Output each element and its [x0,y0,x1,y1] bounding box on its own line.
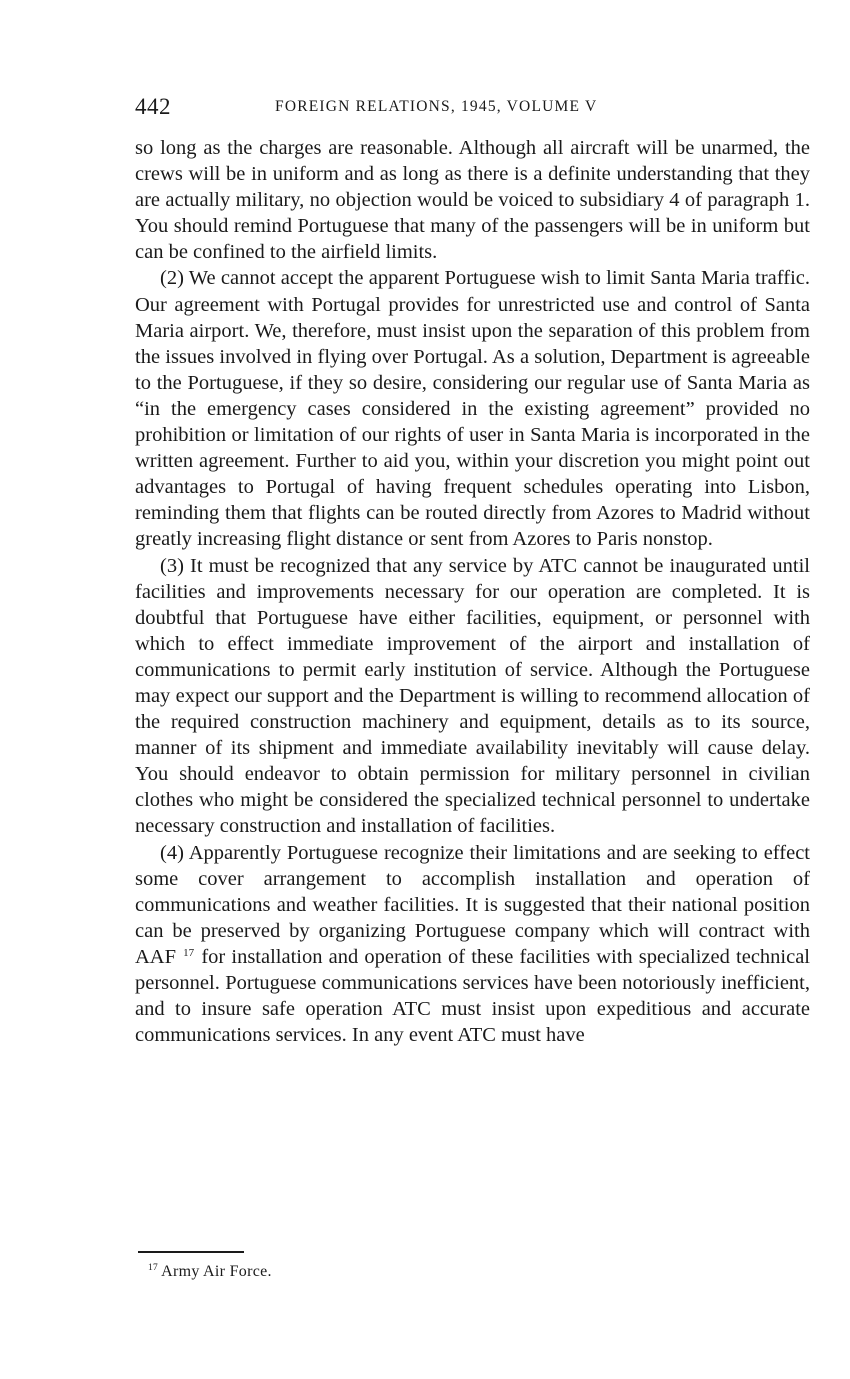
page-number: 442 [135,94,171,119]
footnote-text: Army Air Force. [161,1263,272,1280]
body-text [135,135,810,1048]
paragraph-3-atc-service: (3) It must be recognized that any service by ATC cannot be inaugurated until facilities and improvements necessary for our operation are completed. It is doubtful that Portuguese have either facilities, equipment, or personnel with which to effect immediate improvement of the airport and installation of communications to permit early institution of service. Although the Portuguese may expect our support and the Department is willing to recommend allocation of the required construction machinery and equipment, details as to its source, manner of its shipment and immediate availability inevitably will cause delay. You should endeavor to obtain permission for military personnel in civilian clothes who might be considered the specialized technical personnel to undertake necessary construction and installation of facilities. [135,554,810,838]
paragraph-2-santa-maria: (2) We cannot accept the apparent Portuguese wish to limit Santa Maria traffic. Our agreement with Portugal provides for unrestricted use and control of Santa Maria airport. We, therefore, must insist upon the separation of this problem from the issues involved in flying over Portugal. As a solution, Department is agreeable to the Portuguese, if they so desire, considering our regular use of Santa Maria as “in the emergency cases considered in the existing agreement” provided no prohibition or limitation of our rights of user in Santa Maria is incorporated in the written agreement. Further to aid you, within your discretion you might point out advantages to Portugal of having frequent schedules operating into Lisbon, reminding them that flights can be routed directly from Azores to Madrid without greatly increasing flight distance or sent from Azores to Paris nonstop. [135,267,810,551]
footnote [148,1263,272,1281]
paragraph-continued: so long as the charges are reasonable. Although all aircraft will be unarmed, the crews will be in uniform and as long as there is a definite understanding that they are actually military, no objection would be voiced to subsidiary 4 of paragraph 1. You should remind Portuguese that many of the passengers will be in uniform but can be confined to the airfield limits. [135,137,810,264]
page-header [135,94,810,122]
running-title: FOREIGN RELATIONS, 1945, VOLUME V [275,98,598,115]
footnote-marker: 17 [148,1263,159,1273]
paragraph-4-communications [135,840,810,1049]
paragraph-4-text-end: for installation and operation of these facilities with specialized technical personnel. Portuguese communications services have been notoriously inefficient, and to insure safe operation ATC must insist upon expeditious and accurate communications services. In any event ATC must have [135,945,811,1047]
footnote-reference: 17 [183,946,195,959]
paragraph-4-text-start: (4) Apparently Portuguese recognize their limitations and are seeking to effect some cover arrangement to accomplish installation and operation of communications and weather facilities. It is suggested that their national position can be preserved by organizing Portuguese company which will contract with AAF [135,841,810,968]
footnote-divider [138,1251,244,1253]
